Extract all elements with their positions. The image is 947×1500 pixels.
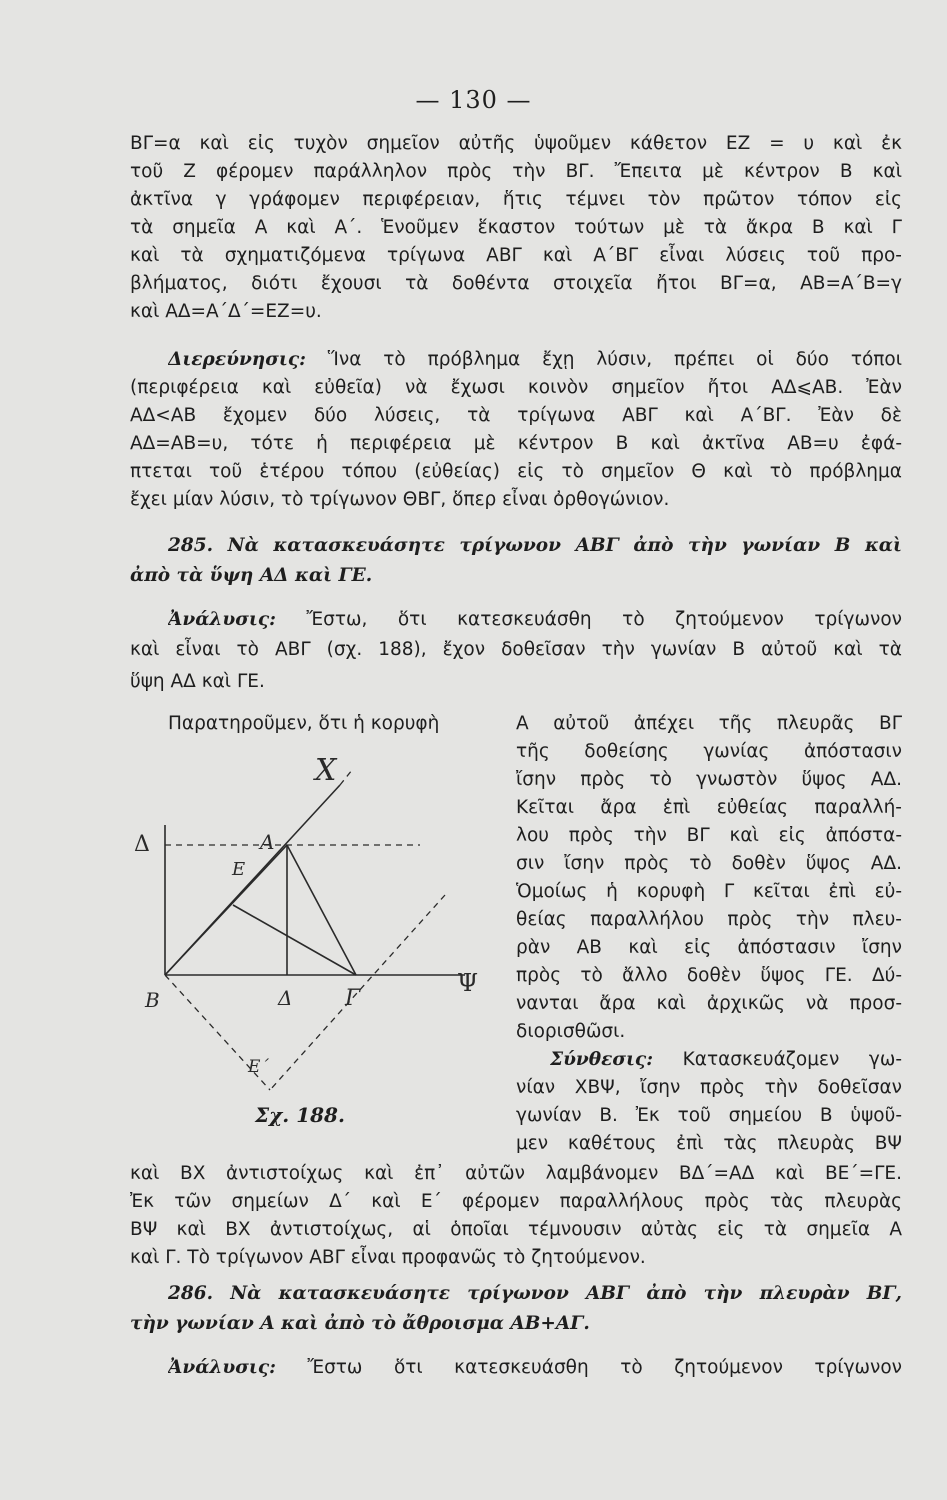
problem-heading: 286. Νὰ κατασκευάσητε τρίγωνον ΑΒΓ ἀπὸ τὴν πλευρὰν ΒΓ, [168, 1283, 902, 1304]
text-line: βλήματος, διότι ἔχουσι τὰ δοθέντα στοιχεῖα ἤτοι ΒΓ=α, ΑΒ=Α΄Β=γ [130, 273, 902, 294]
text-line: καὶ τὰ σχηματιζόμενα τρίγωνα ΑΒΓ καὶ Α΄ΒΓ εἶναι λύσεις τοῦ προ- [130, 245, 902, 266]
figure-188 [120, 745, 520, 1130]
text-line: τοῦ Ζ φέρομεν παράλληλον πρὸς τὴν ΒΓ. Ἔπειτα μὲ κέντρον Β καὶ [130, 161, 902, 182]
section-label: Ἀνάλυσις: [168, 1357, 276, 1378]
text-line: ΑΔ=ΑΒ=υ, τότε ἡ περιφέρεια μὲ κέντρον Β καὶ ἀκτῖνα ΑΒ=υ ἐφά- [130, 433, 902, 454]
text-line: ρὰν ΑΒ καὶ εἰς ἀπόστασιν ἴσην [516, 937, 902, 958]
text-line: καὶ εἶναι τὸ ΑΒΓ (σχ. 188), ἔχον δοθεῖσαν τὴν γωνίαν Β αὐτοῦ καὶ τὰ [130, 639, 902, 660]
text-line: ΒΨ καὶ ΒΧ ἀντιστοίχως, αἱ ὁποῖαι τέμνουσιν αὐτὰς εἰς τὰ σημεῖα Α [130, 1219, 902, 1240]
text-line: ὕψη ΑΔ καὶ ΓΕ. [130, 671, 265, 692]
section-label: Διερεύνησις: [168, 349, 306, 370]
figure-diagram [120, 745, 520, 1130]
label-gamma: Γ [345, 986, 361, 1011]
label-x: Χ [315, 753, 337, 788]
section-label: Σύνθεσις: [550, 1049, 654, 1070]
text-line: πτεται τοῦ ἑτέρου τόπου (εὐθείας) εἰς τὸ σημεῖον Θ καὶ τὸ πρόβλημα [130, 461, 902, 482]
triangle-ab [165, 845, 287, 975]
text-span: Κατασκευάζομεν γω- [682, 1049, 902, 1070]
text-line: ἴσην πρὸς τὸ γνωστὸν ὕψος ΑΔ. [516, 769, 902, 790]
label-e: Ε [232, 859, 246, 880]
text-line: νίαν ΧΒΨ, ἴσην πρὸς τὴν δοθεῖσαν [516, 1077, 902, 1098]
text-line: μεν καθέτους ἐπὶ τὰς πλευρὰς ΒΨ [516, 1133, 902, 1154]
text-line: νανται ἄρα καὶ ἀρχικῶς νὰ προσ- [516, 993, 902, 1014]
text-line: Κεῖται ἄρα ἐπὶ εὐθείας παραλλή- [516, 797, 902, 818]
text-span: Ἵνα τὸ πρόβλημα ἔχῃ λύσιν, πρέπει οἱ δύο τόποι [327, 349, 902, 370]
text-line [168, 346, 902, 374]
label-delta-left: Δ [134, 832, 150, 857]
text-line: ἔχει μίαν λύσιν, τὸ τρίγωνον ΘΒΓ, ὅπερ εἶναι ὀρθογώνιον. [130, 489, 670, 510]
text-line: θείας παραλλήλου πρὸς τὴν πλευ- [516, 909, 902, 930]
text-line: ἀκτῖνα γ γράφομεν περιφέρειαν, ἥτις τέμνει τὸν πρῶτον τόπον εἰς [130, 189, 902, 210]
label-e-prime: Ε΄ [248, 1057, 269, 1077]
label-psi: Ψ [457, 969, 479, 997]
text-line [168, 1354, 902, 1382]
text-span: Ἔστω, ὅτι κατεσκευάσθη τὸ ζητούμενον τρίγωνον [306, 609, 902, 630]
text-line: (περιφέρεια καὶ εὐθεῖα) νὰ ἔχωσι κοινὸν σημεῖον ἤτοι ΑΔ⩽ΑΒ. Ἐὰν [130, 377, 902, 398]
problem-heading: ἀπὸ τὰ ὕψη ΑΔ καὶ ΓΕ. [130, 565, 373, 586]
label-a: Α [260, 830, 275, 854]
text-line [168, 606, 902, 634]
text-line: ΑΔ<ΑΒ ἔχομεν δύο λύσεις, τὰ τρίγωνα ΑΒΓ καὶ Α΄ΒΓ. Ἐὰν δὲ [130, 405, 902, 426]
text-line: πρὸς τὸ ἄλλο δοθὲν ὕψος ΓΕ. Δύ- [516, 965, 902, 986]
text-line: τῆς δοθείσης γωνίας ἀπόστασιν [516, 741, 902, 762]
problem-heading: τὴν γωνίαν Α καὶ ἀπὸ τὸ ἄθροισμα ΑΒ+ΑΓ. [130, 1313, 590, 1334]
text-line: λου πρὸς τὴν ΒΓ καὶ εἰς ἀπόστα- [516, 825, 902, 846]
bx-extension [340, 770, 352, 785]
text-span: Ἔστω ὅτι κατεσκευάσθη τὸ ζητούμενον τρίγωνον [307, 1357, 902, 1378]
text-line: τὰ σημεῖα Α καὶ Α΄. Ἑνοῦμεν ἕκαστον τούτων μὲ τὰ ἄκρα Β καὶ Γ [130, 217, 902, 238]
text-line: ΒΓ=α καὶ εἰς τυχὸν σημεῖον αὐτῆς ὑψοῦμεν κάθετον ΕΖ = υ καὶ ἐκ [130, 133, 902, 154]
text-line: Παρατηροῦμεν, ὅτι ἡ κορυφὴ [168, 713, 440, 734]
text-line: διορισθῶσι. [516, 1021, 626, 1042]
label-delta-foot: Δ [278, 986, 293, 1010]
text-line: καὶ ΑΔ=Α΄Δ΄=ΕΖ=υ. [130, 301, 322, 322]
text-line [550, 1046, 902, 1074]
text-line: Ὁμοίως ἡ κορυφὴ Γ κεῖται ἐπὶ εὐ- [516, 881, 902, 902]
text-line: Α αὐτοῦ ἀπέχει τῆς πλευρᾶς ΒΓ [516, 713, 902, 734]
text-line: καὶ ΒΧ ἀντιστοίχως καὶ ἐπ᾽ αὐτῶν λαμβάνομεν ΒΔ΄=ΑΔ καὶ ΒΕ΄=ΓΕ. [130, 1163, 902, 1184]
page-number: — 130 — [415, 86, 532, 114]
label-b: Β [145, 988, 160, 1012]
text-line: καὶ Γ. Τὸ τρίγωνον ΑΒΓ εἶναι προφανῶς τὸ ζητούμενον. [130, 1247, 646, 1268]
text-line: Ἐκ τῶν σημείων Δ΄ καὶ Ε΄ φέρομεν παραλλήλους πρὸς τὰς πλευρὰς [130, 1191, 902, 1212]
problem-heading: 285. Νὰ κατασκευάσητε τρίγωνον ΑΒΓ ἀπὸ τὴν γωνίαν Β καὶ [168, 535, 902, 556]
text-line: σιν ἴσην πρὸς τὸ δοθὲν ὕψος ΑΔ. [516, 853, 902, 874]
figure-caption: Σχ. 188. [255, 1103, 345, 1127]
section-label: Ἀνάλυσις: [168, 609, 276, 630]
text-line: γωνίαν Β. Ἐκ τοῦ σημείου Β ὑψοῦ- [516, 1105, 902, 1126]
